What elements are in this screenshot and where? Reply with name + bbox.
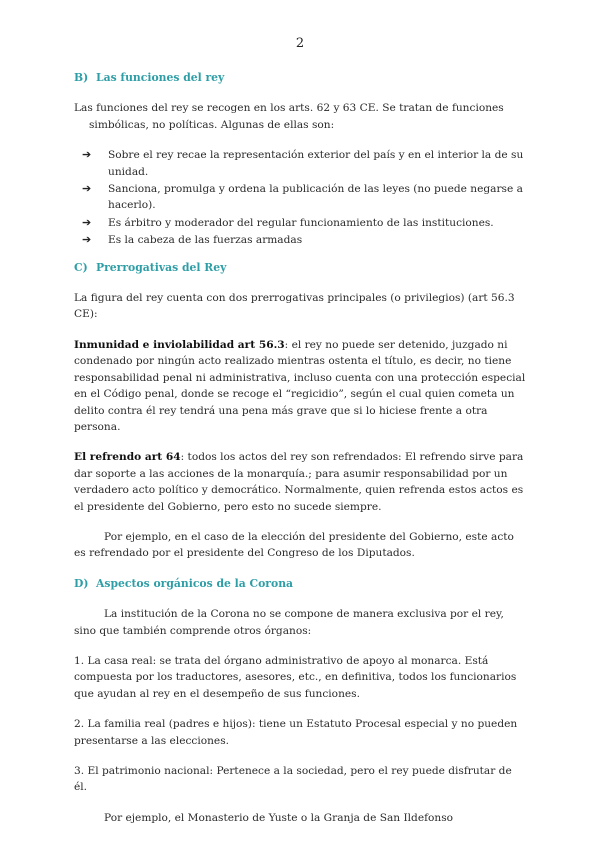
section-d-item-1: 1. La casa real: se trata del órgano administrativo de apoyo al monarca. Está compuesta por los traductores, asesores, etc., en definitiva, todos los funcionarios que ayudan al rey en el desempeño de sus funciones.: [74, 654, 517, 700]
arrow-right-icon: ➔: [82, 215, 92, 229]
section-d-title: Aspectos orgánicos de la Corona: [96, 576, 294, 590]
section-b-title: Las funciones del rey: [96, 71, 225, 84]
immunity-paragraph: Inmunidad e inviolabilidad art 56.3: el rey no puede ser detenido, juzgado ni condenado por ningún acto realizado mientras ostenta el título, es decir, no tiene responsabilidad penal ni administrativa, incluso cuenta con una protección especial en el Código penal, donde se recoge el “regicidio”, según el cual quien cometa un delito contra él rey tendrá una pena más grave que si lo hiciese frente a otra persona.: [74, 338, 526, 433]
immunity-term: Inmunidad e inviolabilidad art 56.3: [74, 338, 285, 351]
arrow-right-icon: ➔: [82, 148, 92, 162]
section-c-example: Por ejemplo, en el caso de la elección del presidente del Gobierno, este acto es refrendado por el presidente del Congreso de los Diputados.: [74, 530, 514, 560]
refrendo-term: El refrendo art 64: [74, 451, 181, 464]
section-c-letter: C): [74, 260, 88, 274]
section-c-heading: [74, 260, 526, 276]
section-c-title: Prerrogativas del Rey: [96, 260, 227, 274]
document-body: [74, 70, 526, 840]
section-d-item-2: 2. La familia real (padres e hijos): tiene un Estatuto Procesal especial y no pueden presentarse a las elecciones.: [74, 718, 518, 747]
section-d-intro: La institución de la Corona no se compone de manera exclusiva por el rey, sino que también comprende otros órganos:: [74, 608, 504, 637]
list-item: ➔ Sobre el rey recae la representación exterior del país y en el interior la de su unidad.: [82, 148, 524, 178]
refrendo-paragraph: El refrendo art 64: todos los actos del rey son refrendados: El refrendo sirve para dar soporte a las acciones de la monarquía.; para asumir responsabilidad por un verdadero acto político y democrático. Normalmente, quien refrenda estos actos es el presidente del Gobierno, pero esto no sucede siempre.: [74, 451, 524, 513]
section-c-intro: La figura del rey cuenta con dos prerrogativas principales (o privilegios) (art 56.3 CE):: [74, 292, 515, 321]
section-b-intro: Las funciones del rey se recogen en los arts. 62 y 63 CE. Se tratan de funciones simbólicas, no políticas. Algunas de ellas son:: [74, 102, 504, 131]
section-d-heading: [74, 576, 526, 592]
list-item: ➔ Es la cabeza de las fuerzas armadas: [74, 232, 526, 248]
section-d-example: Por ejemplo, el Monasterio de Yuste o la Granja de San Ildefonso: [104, 811, 454, 824]
section-d-letter: D): [74, 576, 89, 590]
section-b-heading: [74, 70, 526, 86]
list-item: ➔ Es árbitro y moderador del regular funcionamiento de las instituciones.: [74, 215, 526, 231]
section-d-item-3: 3. El patrimonio nacional: Pertenece a la sociedad, pero el rey puede disfrutar de él.: [74, 765, 512, 794]
section-b-bullet-list: [74, 147, 526, 248]
section-b-letter: B): [74, 71, 89, 84]
arrow-right-icon: ➔: [82, 182, 92, 196]
list-item: ➔ Sanciona, promulga y ordena la publicación de las leyes (no puede negarse a hacerlo).: [82, 182, 523, 212]
arrow-right-icon: ➔: [82, 233, 92, 247]
page-number: 2: [295, 36, 305, 51]
